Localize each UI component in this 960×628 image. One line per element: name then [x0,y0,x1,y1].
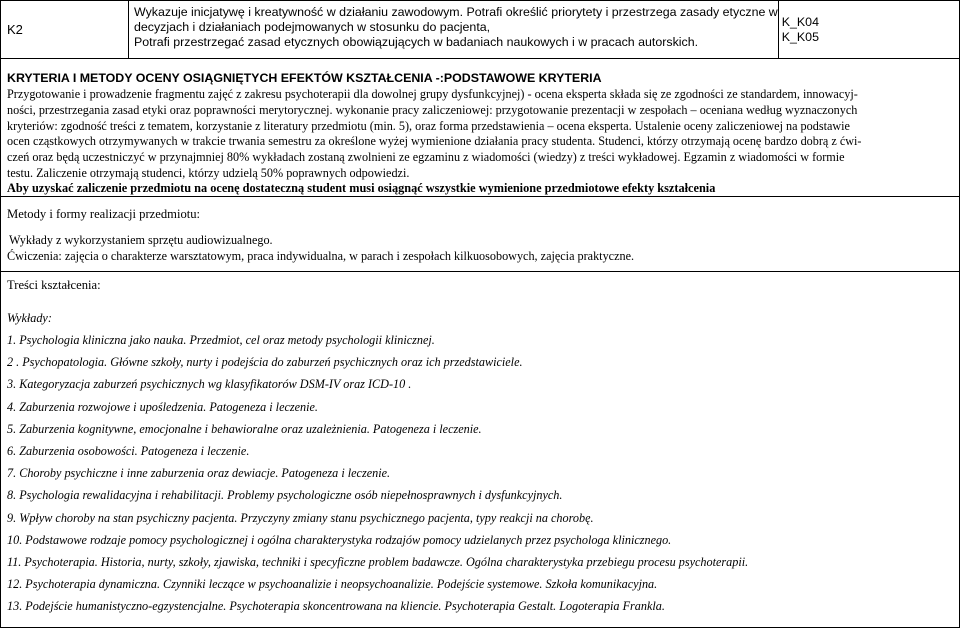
effect-code: K_K05 [781,30,819,44]
list-item: 2 . Psychopatologia. Główne szkoły, nurty i podejścia do zaburzeń psychicznych oraz ich przedstawiciele. [7,355,523,370]
effects-table-row [0,0,960,59]
methods-exercises: Ćwiczenia: zajęcia o charakterze warsztatowym, praca indywidualna, w parach i zespołach kilkuosobowych, zajęcia praktyczne. [7,249,635,263]
effect-line: Potrafi przestrzegać zasad etycznych obowiązujących w badaniach naukowych i w pracach autorskich. [134,35,699,49]
criteria-line: kryteriów: zgodność treści z tematem, korzystanie z literatury przedmiotu (min. 5), oraz forma przedstawienia – ocena eksperta. Ustalenie oceny zaliczeniowej na podstawie [7,118,850,133]
criteria-title: KRYTERIA I METODY OCENY OSIĄGNIĘTYCH EFEKTÓW KSZTAŁCENIA -:PODSTAWOWE KRYTERIA [7,71,602,85]
criteria-line: Przygotowanie i prowadzenie fragmentu zajęć z zakresu psychoterapii dla dowolnej grupy dysfunkcyjnej) - ocena eksperta składa się ze zgodności ze standardem, innowacyj- [7,87,858,101]
methods-title: Metody i formy realizacji przedmiotu: [7,207,201,221]
list-item: 10. Podstawowe rodzaje pomocy psychologicznej i ogólna charakterystyka rodzajów pomocy udzielanych przez psychologa klinicznego. [7,532,672,547]
list-item: 11. Psychoterapia. Historia, nurty, szkoły, zjawiska, techniki i specyficzne problem badawcze. Ogólna charakterystyka przebiegu procesu psychoterapii. [7,554,749,569]
divider [0,196,960,197]
effect-category-code: K2 [1,1,129,59]
list-item: 6. Zaburzenia osobowości. Patogeneza i leczenie. [7,443,250,458]
lectures-label: Wykłady: [7,311,52,325]
criteria-body [7,87,955,182]
content-title: Treści kształcenia: [7,278,101,292]
criteria-final-requirement: Aby uzyskać zaliczenie przedmiotu na ocenę dostateczną student musi osiągnąć wszystkie wymienione przedmiotowe efekty kształcenia [7,181,716,195]
list-item: 4. Zaburzenia rozwojowe i upośledzenia. Patogeneza i leczenie. [7,399,318,414]
criteria-line: czeń oraz będą uczestniczyć w przynajmniej 80% wykładach zostaną zwolnieni ze egzaminu z wiadomości (wiedzy) z treści wykładowej. Egzamin z wiadomości w formie [7,150,845,165]
list-item: 8. Psychologia rewalidacyjna i rehabilitacji. Problemy psychologiczne osób niepełnosprawnych i dysfunkcyjnych. [7,488,563,503]
list-item: 13. Podejście humanistyczno-egzystencjalne. Psychoterapia skoncentrowana na kliencie. Psychoterapia Gestalt. Logoterapia Frankla. [7,599,665,614]
list-item: 7. Choroby psychiczne i inne zaburzenia oraz dewiacje. Patogeneza i leczenie. [7,466,391,481]
list-item: 1. Psychologia kliniczna jako nauka. Przedmiot, cel oraz metody psychologii klinicznej. [7,333,435,347]
lecture-list [7,333,748,621]
criteria-line: ocen cząstkowych otrzymywanych w trakcie trwania semestru za określone wyżej wymienione działania pracy studenta. Studenci, którzy otrzymają ocenę bardzo dobrą z ćwi- [7,134,862,149]
effect-code: K_K04 [781,15,819,29]
criteria-line: testu. Zaliczenie otrzymają studenci, którzy udzielą 50% poprawnych odpowiedzi. [7,165,410,180]
list-item: 3. Kategoryzacja zaburzeń psychicznych wg klasyfikatorów DSM-IV oraz ICD-10 . [7,377,412,392]
effect-description [129,1,779,59]
list-item: 9. Wpływ choroby na stan psychiczny pacjenta. Przyczyny zmiany stanu psychicznego pacjenta, typy reakcji na chorobę. [7,510,594,525]
effect-line: decyzjach i działaniach podejmowanych w stosunku do pacjenta, [134,20,491,34]
effect-line: Wykazuje inicjatywę i kreatywność w działaniu zawodowym. Potrafi określić priorytety i przestrzega zasady etyczne w [134,5,778,19]
criteria-line: ności, przestrzegania zasad etyki oraz poprawności merytorycznej. wykonanie pracy zaliczeniowej: przygotowanie prezentacji w zespołach – oceniana według wyznaczonych [7,102,858,117]
effect-codes [778,1,959,59]
list-item: 12. Psychoterapia dynamiczna. Czynniki leczące w psychoanalizie i neopsychoanalizie. Podejście systemowe. Szkoła komunikacyjna. [7,577,658,592]
methods-lectures: Wykłady z wykorzystaniem sprzętu audiowizualnego. [9,233,273,247]
divider [0,271,960,272]
list-item: 5. Zaburzenia kognitywne, emocjonalne i behawioralne oraz uzależnienia. Patogeneza i leczenie. [7,421,482,436]
